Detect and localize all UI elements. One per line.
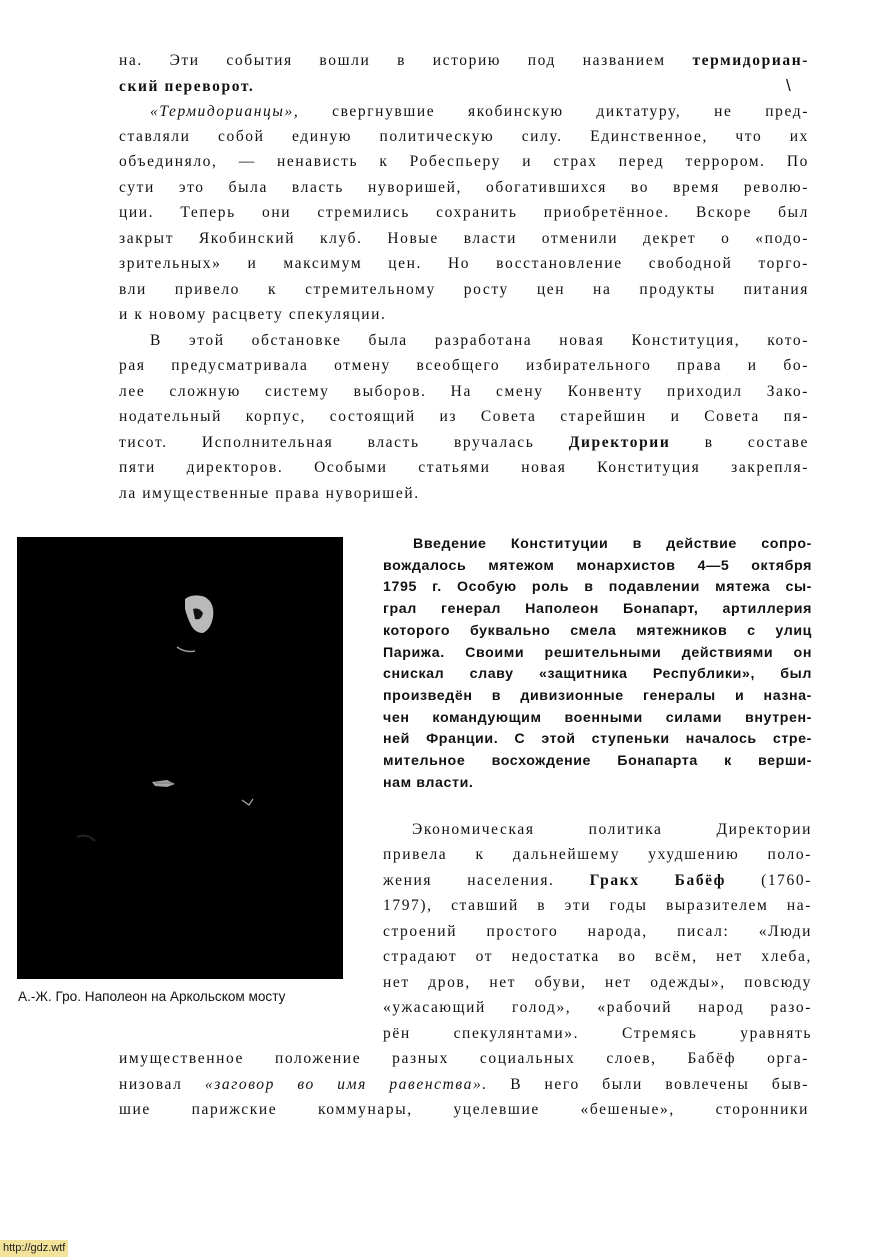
- portrait-image: [17, 537, 343, 979]
- text-line: рая предусматривала отмену всеобщего избирательного права и бо-: [119, 357, 809, 374]
- text-line: страдают от недостатка во всём, нет хлеба,: [383, 948, 812, 965]
- portrait-drawing: [17, 537, 343, 979]
- watermark-link[interactable]: http://gdz.wtf: [0, 1240, 68, 1257]
- text-line: сути это была власть нуворишей, обогатившихся во время револю-: [119, 179, 809, 196]
- sidebar-line: нам власти.: [383, 774, 474, 791]
- text-line: нет дров, нет обуви, нет одежды», повсюду: [383, 974, 812, 991]
- term-conspiracy: «заговор во имя равенства».: [204, 1076, 488, 1093]
- sidebar-line: снискал славу «защитника Республики», был: [383, 666, 812, 683]
- sidebar-line: которого буквально смела мятежников с улиц: [383, 622, 812, 639]
- text-line: рён спекулянтами». Стремясь уравнять: [383, 1025, 812, 1042]
- text-run: свергнувшие якобинскую диктатуру, не пред-: [299, 103, 809, 120]
- sidebar-line: Введение Конституции в действие сопро-: [413, 536, 812, 552]
- text-line: пяти директоров. Особыми статьями новая Конституция закрепля-: [119, 459, 809, 476]
- text-line: и к новому расцвету спекуляции.: [119, 306, 387, 323]
- text-run: на. Эти события вошли в историю под названием: [119, 52, 693, 69]
- text-line: вли привело к стремительному росту цен на продукты питания: [119, 281, 809, 298]
- sidebar-line: грал генерал Наполеон Бонапарт, артиллерия: [383, 601, 812, 618]
- term-babeuf: Гракх Бабёф: [589, 872, 726, 889]
- stray-mark: \: [786, 76, 791, 95]
- text-line: «ужасающий голод», «рабочий народ разо-: [383, 999, 812, 1016]
- text-run: низовал: [119, 1076, 205, 1093]
- sidebar-line: ней Франции. С этой ступеньки началось стре-: [383, 731, 812, 748]
- text-run: в составе: [670, 434, 809, 451]
- figure-caption: А.-Ж. Гро. Наполеон на Аркольском мосту: [18, 989, 286, 1004]
- text-run: тисот. Исполнительная власть вручалась: [119, 434, 569, 451]
- text-line: строений простого народа, писал: «Люди: [383, 923, 812, 940]
- text-line: Экономическая политика Директории: [412, 821, 812, 838]
- text-line: зрительных» и максимум цен. Но восстановление свободной торго-: [119, 255, 809, 272]
- text-run: жения населения.: [383, 872, 590, 889]
- text-line: закрыт Якобинский клуб. Новые власти отменили декрет о «подо-: [119, 230, 809, 247]
- text-line: шие парижские коммунары, уцелевшие «бешеные», сторонники: [119, 1101, 809, 1118]
- text-line: [383, 871, 812, 891]
- sidebar-line: произведён в дивизионные генералы и назна-: [383, 687, 812, 704]
- text-line: ставляли собой единую политическую силу. Единственное, что их: [119, 128, 809, 145]
- sidebar-line: чен командующим военными силами внутрен-: [383, 709, 812, 726]
- term-thermidorian: термидориан-: [692, 52, 809, 69]
- text-run: В него были вовлечены быв-: [487, 1076, 810, 1093]
- text-line: [119, 51, 809, 71]
- text-line: 1797), ставший в эти годы выразителем на-: [383, 897, 812, 914]
- text-line: лее сложную систему выборов. На смену Конвенту приходил Зако-: [119, 383, 809, 400]
- term-coup: ский переворот.: [119, 78, 255, 95]
- text-line: [119, 433, 809, 453]
- sidebar-line: мительное восхождение Бонапарта к верши-: [383, 753, 812, 769]
- sidebar-line: 1795 г. Особую роль в подавлении мятежа сы-: [383, 579, 812, 596]
- text-line: нодательный корпус, состоящий из Совета старейшин и Совета пя-: [119, 408, 809, 425]
- text-line: [150, 102, 809, 122]
- sidebar-line: вождалось мятежом монархистов 4—5 октября: [383, 557, 812, 574]
- text-line: В этой обстановке была разработана новая Конституция, кото-: [150, 332, 809, 349]
- text-line: ции. Теперь они стремились сохранить приобретённое. Вскоре был: [119, 204, 809, 221]
- term-thermidorians: «Термидорианцы»,: [150, 103, 300, 120]
- text-line: [119, 1075, 809, 1095]
- text-line: объединяло, — ненависть к Робеспьеру и страх перед террором. По: [119, 153, 809, 170]
- text-line: имущественное положение разных социальных слоев, Бабёф орга-: [119, 1050, 809, 1067]
- text-run: (1760-: [725, 872, 812, 889]
- text-line: привела к дальнейшему ухудшению поло-: [383, 846, 812, 863]
- term-directory: Директории: [568, 434, 671, 451]
- sidebar-line: Парижа. Своими решительными действиями он: [383, 644, 812, 661]
- text-line: ла имущественные права нуворишей.: [119, 485, 420, 502]
